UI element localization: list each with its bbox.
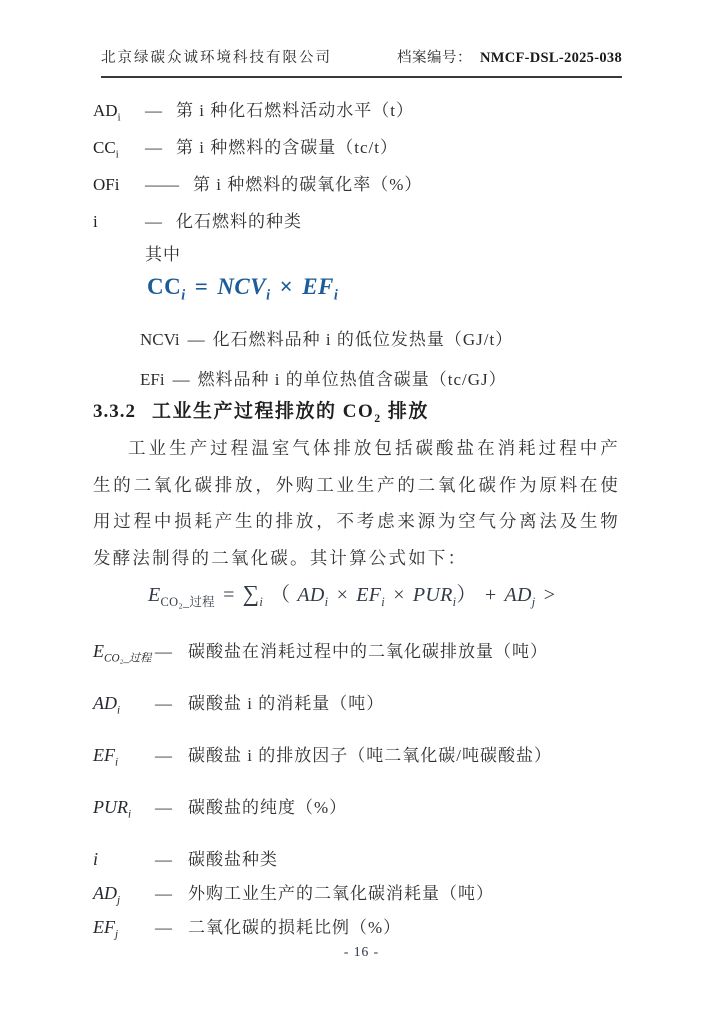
term-pur-i: $PUR_i$ <box>412 584 457 609</box>
dash: — <box>155 850 172 869</box>
formula-ncv: $NCV_i$ <box>217 274 271 304</box>
definition-row <box>93 878 620 909</box>
formula-cc-ncv-ef <box>147 274 620 304</box>
formula-e-lhs: $E_{CO_2\_过程}$ <box>148 584 215 609</box>
definition-row <box>93 129 620 166</box>
equals-sign: = <box>221 584 236 606</box>
definition-text: 第 i 种燃料的碳氧化率（%） <box>193 175 423 194</box>
dash: — <box>145 101 162 120</box>
definition-text: 碳酸盐 i 的排放因子（吨二氧化碳/吨碳酸盐） <box>188 746 552 765</box>
times-sign: × <box>279 274 294 299</box>
dash: — <box>155 642 172 661</box>
symbol-i: i <box>93 849 99 869</box>
sigma-symbol: ∑ <box>242 581 260 606</box>
definition-text: 碳酸盐在消耗过程中的二氧化碳排放量（吨） <box>188 642 548 661</box>
definition-text: 碳酸盐 i 的消耗量（吨） <box>188 694 385 713</box>
dash: — <box>145 212 162 231</box>
fuel-definitions-list <box>93 92 620 240</box>
page-header <box>101 46 622 78</box>
symbol-cci: $CC_i$ <box>93 138 119 161</box>
formula-e-process: $E_{CO_2\_过程} = \sum_i$ （ $AD_i \times EF_i \times PUR_i) + AD_j$ > <box>148 581 557 609</box>
formula-lhs: $CC_i$ <box>147 274 186 304</box>
definition-row <box>93 92 620 129</box>
formula-tail: > <box>542 584 557 606</box>
definition-text: 化石燃料品种 i 的低位发热量（GJ/t） <box>212 330 514 349</box>
term-ad-i: $AD_i$ <box>297 584 329 609</box>
symbol-ncvi: NCVi <box>140 330 180 349</box>
definition-text: 外购工业生产的二氧化碳消耗量（吨） <box>188 884 494 903</box>
definition-text: 碳酸盐的纯度（%） <box>188 798 348 817</box>
dash: — <box>187 330 205 349</box>
definition-row <box>93 203 620 240</box>
symbol-ad-i: $AD_i$ <box>93 693 121 717</box>
section-title: 工业生产过程排放的 $CO_2$ 排放 <box>152 401 429 425</box>
symbol-adi: $AD_i$ <box>93 101 121 124</box>
symbol-ef-j: $EF_j$ <box>93 917 119 941</box>
definition-text: 燃料品种 i 的单位热值含碳量（tc/GJ） <box>197 370 507 389</box>
definition-row <box>140 360 620 400</box>
process-definitions-list <box>93 636 620 946</box>
definition-text: 第 i 种燃料的含碳量（tc/t） <box>176 138 398 157</box>
definition-text: 第 i 种化石燃料活动水平（t） <box>176 101 414 120</box>
definition-row <box>93 636 620 667</box>
times-sign: × <box>392 584 406 606</box>
dash: — <box>155 918 172 937</box>
dash: — <box>145 138 162 157</box>
symbol-ad-j: $AD_j$ <box>93 883 121 907</box>
dash: — <box>155 746 172 765</box>
archive-label: 档案编号： <box>396 50 472 66</box>
definition-row <box>140 320 620 360</box>
definition-row <box>93 688 620 719</box>
symbol-efi: EFi <box>140 370 165 389</box>
symbol-pur-i: $PUR_i$ <box>93 797 132 821</box>
definition-row <box>93 912 620 943</box>
archive-number-field <box>397 46 622 67</box>
right-paren: ） <box>456 584 477 606</box>
ncv-ef-definitions <box>140 320 620 400</box>
definition-text: 化石燃料的种类 <box>176 212 302 231</box>
formula-ef: $EF_i$ <box>302 274 339 304</box>
among-which-label: 其中 <box>145 245 181 264</box>
definition-row <box>93 740 620 771</box>
symbol-ofi: OFi <box>93 175 120 194</box>
company-name: 北京绿碳众诚环境科技有限公司 <box>101 50 332 66</box>
dash: — <box>155 694 172 713</box>
page-number: - 16 - <box>343 944 380 959</box>
definition-text: 二氧化碳的损耗比例（%） <box>188 918 402 937</box>
definition-row <box>93 166 620 203</box>
left-paren: （ <box>270 584 291 606</box>
symbol-i: i <box>93 212 98 231</box>
body-paragraph: 工业生产过程温室气体排放包括碳酸盐在消耗过程中产生的二氧化碳排放，外购工业生产的二氧化碳作为原料在使用过程中损耗产生的排放，不考虑来源为空气分离法及生物发酵法制得的二氧化碳。其计算公式如下： <box>93 438 620 568</box>
definition-row <box>93 844 620 875</box>
times-sign: × <box>335 584 350 606</box>
definition-row <box>93 792 620 823</box>
term-ef-i: $EF_i$ <box>356 584 386 609</box>
plus-sign: + <box>483 584 498 606</box>
dash: — <box>155 798 172 817</box>
dash: — <box>172 370 190 389</box>
dash: —— <box>145 175 179 194</box>
definition-text: 碳酸盐种类 <box>188 850 278 869</box>
symbol-e-process: $E_{CO_2\_过程}$ <box>93 641 152 665</box>
archive-number: NMCF-DSL-2025-038 <box>479 50 622 66</box>
dash: — <box>155 884 172 903</box>
term-ad-j: $AD_j$ <box>504 584 536 609</box>
symbol-ef-i: $EF_i$ <box>93 745 119 769</box>
equals-sign: = <box>194 274 209 299</box>
section-heading <box>93 396 620 423</box>
section-number: 3.3.2 <box>93 401 136 422</box>
